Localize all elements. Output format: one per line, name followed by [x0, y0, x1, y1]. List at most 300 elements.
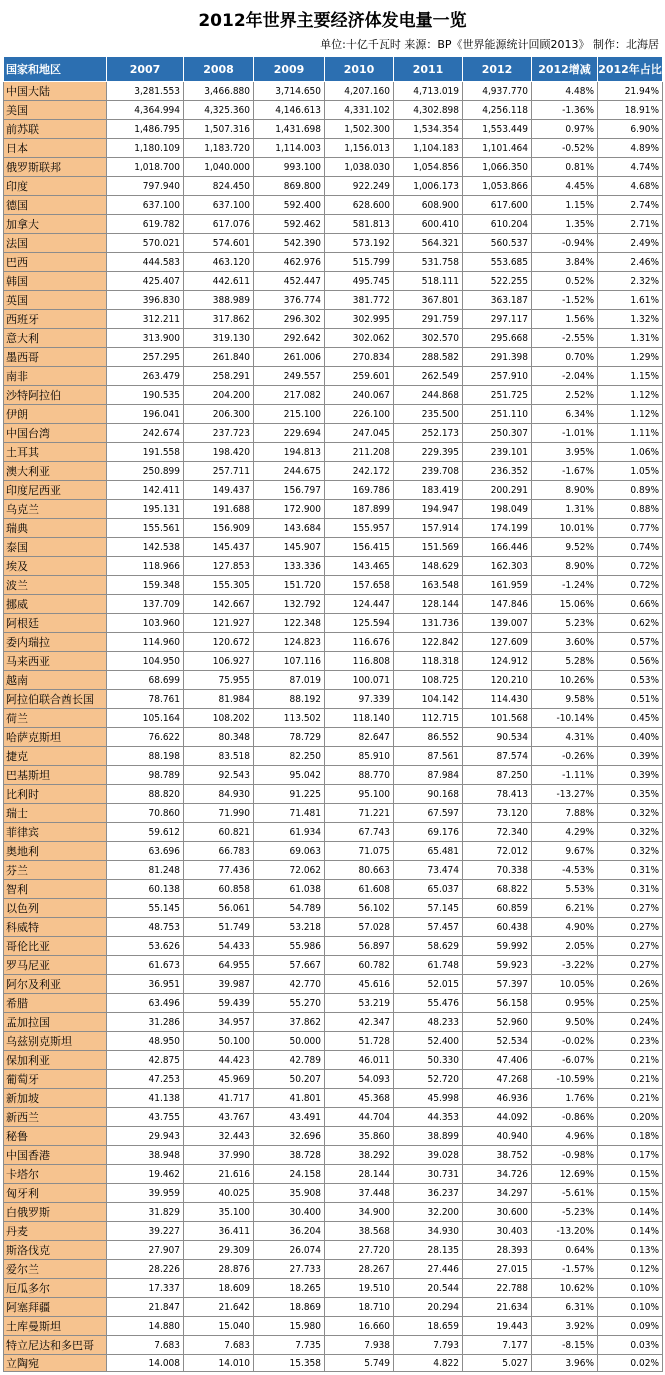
- table-cell: 147.846: [463, 595, 532, 614]
- table-cell: 38.899: [394, 1127, 463, 1146]
- table-cell: 16.660: [325, 1317, 394, 1336]
- table-row: [4, 1260, 663, 1279]
- table-cell: 155.957: [325, 519, 394, 538]
- table-row: [4, 139, 663, 158]
- table-cell: 608.900: [394, 196, 463, 215]
- table-cell: -2.55%: [532, 329, 598, 348]
- table-cell: 70.338: [463, 861, 532, 880]
- table-cell: 92.543: [184, 766, 254, 785]
- table-row: [4, 310, 663, 329]
- table-cell: 122.842: [394, 633, 463, 652]
- table-cell: 0.32%: [598, 823, 663, 842]
- table-cell: 19.443: [463, 1317, 532, 1336]
- table-cell: 0.53%: [598, 671, 663, 690]
- table-cell: 27.446: [394, 1260, 463, 1279]
- table-cell: 574.601: [184, 234, 254, 253]
- table-cell: 97.339: [325, 690, 394, 709]
- table-cell: -10.59%: [532, 1070, 598, 1089]
- table-cell: 108.725: [394, 671, 463, 690]
- table-cell: 87.019: [254, 671, 325, 690]
- table-cell: 15.06%: [532, 595, 598, 614]
- table-cell: 142.667: [184, 595, 254, 614]
- table-cell: 495.745: [325, 272, 394, 291]
- region-name-cell: 俄罗斯联邦: [4, 158, 107, 177]
- table-cell: 120.210: [463, 671, 532, 690]
- table-row: [4, 291, 663, 310]
- table-cell: 463.120: [184, 253, 254, 272]
- table-cell: 824.450: [184, 177, 254, 196]
- table-cell: 42.789: [254, 1051, 325, 1070]
- region-name-cell: 希腊: [4, 994, 107, 1013]
- table-row: [4, 481, 663, 500]
- table-row: [4, 1146, 663, 1165]
- region-name-cell: 卡塔尔: [4, 1165, 107, 1184]
- table-cell: 19.510: [325, 1279, 394, 1298]
- table-cell: 44.704: [325, 1108, 394, 1127]
- table-cell: 15.980: [254, 1317, 325, 1336]
- table-cell: -0.02%: [532, 1032, 598, 1051]
- table-cell: 5.53%: [532, 880, 598, 899]
- table-cell: 1,180.109: [107, 139, 184, 158]
- table-cell: 59.612: [107, 823, 184, 842]
- table-cell: 442.611: [184, 272, 254, 291]
- table-cell: 32.200: [394, 1203, 463, 1222]
- table-cell: -4.53%: [532, 861, 598, 880]
- table-cell: 191.688: [184, 500, 254, 519]
- table-cell: 0.70%: [532, 348, 598, 367]
- table-cell: 0.88%: [598, 500, 663, 519]
- table-cell: 261.006: [254, 348, 325, 367]
- table-row: [4, 747, 663, 766]
- table-cell: 43.767: [184, 1108, 254, 1127]
- table-cell: 1.11%: [598, 424, 663, 443]
- table-cell: 156.909: [184, 519, 254, 538]
- table-cell: 522.255: [463, 272, 532, 291]
- table-cell: 68.699: [107, 671, 184, 690]
- table-cell: 21.634: [463, 1298, 532, 1317]
- table-row: [4, 120, 663, 139]
- table-cell: 0.31%: [598, 861, 663, 880]
- table-cell: 573.192: [325, 234, 394, 253]
- column-header-region: 国家和地区: [4, 57, 107, 82]
- region-name-cell: 印度尼西亚: [4, 481, 107, 500]
- table-cell: 53.219: [325, 994, 394, 1013]
- region-name-cell: 澳大利亚: [4, 462, 107, 481]
- table-cell: 0.02%: [598, 1355, 663, 1372]
- table-cell: 78.761: [107, 690, 184, 709]
- table-cell: 258.291: [184, 367, 254, 386]
- region-name-cell: 哥伦比亚: [4, 937, 107, 956]
- table-cell: 72.012: [463, 842, 532, 861]
- table-cell: 39.987: [184, 975, 254, 994]
- region-name-cell: 巴基斯坦: [4, 766, 107, 785]
- table-cell: 291.759: [394, 310, 463, 329]
- table-cell: 69.063: [254, 842, 325, 861]
- table-cell: 0.39%: [598, 747, 663, 766]
- table-cell: 381.772: [325, 291, 394, 310]
- table-cell: 118.318: [394, 652, 463, 671]
- table-cell: 0.97%: [532, 120, 598, 139]
- table-cell: 0.24%: [598, 1013, 663, 1032]
- table-cell: 54.433: [184, 937, 254, 956]
- table-cell: 257.295: [107, 348, 184, 367]
- region-name-cell: 法国: [4, 234, 107, 253]
- table-cell: 592.400: [254, 196, 325, 215]
- table-cell: 0.39%: [598, 766, 663, 785]
- region-name-cell: 秘鲁: [4, 1127, 107, 1146]
- table-cell: 191.558: [107, 443, 184, 462]
- table-cell: 1.56%: [532, 310, 598, 329]
- table-cell: 270.834: [325, 348, 394, 367]
- region-name-cell: 印度: [4, 177, 107, 196]
- table-cell: 0.89%: [598, 481, 663, 500]
- table-cell: 4,937.770: [463, 82, 532, 101]
- table-row: [4, 424, 663, 443]
- table-cell: 10.26%: [532, 671, 598, 690]
- table-cell: 18.609: [184, 1279, 254, 1298]
- table-cell: -1.01%: [532, 424, 598, 443]
- table-cell: 82.250: [254, 747, 325, 766]
- table-cell: 239.708: [394, 462, 463, 481]
- table-cell: 35.908: [254, 1184, 325, 1203]
- table-cell: 131.736: [394, 614, 463, 633]
- table-cell: 166.446: [463, 538, 532, 557]
- table-row: [4, 500, 663, 519]
- table-cell: 242.172: [325, 462, 394, 481]
- table-cell: 44.092: [463, 1108, 532, 1127]
- table-cell: 564.321: [394, 234, 463, 253]
- table-cell: 1,104.183: [394, 139, 463, 158]
- table-row: [4, 462, 663, 481]
- table-cell: 26.074: [254, 1241, 325, 1260]
- table-cell: 76.622: [107, 728, 184, 747]
- table-cell: 60.859: [463, 899, 532, 918]
- table-cell: 1,486.795: [107, 120, 184, 139]
- table-cell: 0.27%: [598, 899, 663, 918]
- table-cell: 262.549: [394, 367, 463, 386]
- table-cell: 1,101.464: [463, 139, 532, 158]
- table-cell: 51.728: [325, 1032, 394, 1051]
- table-row: [4, 709, 663, 728]
- region-name-cell: 挪威: [4, 595, 107, 614]
- table-cell: 194.813: [254, 443, 325, 462]
- table-row: [4, 766, 663, 785]
- table-cell: 4,364.994: [107, 101, 184, 120]
- table-row: [4, 671, 663, 690]
- table-cell: 20.544: [394, 1279, 463, 1298]
- region-name-cell: 泰国: [4, 538, 107, 557]
- table-cell: 142.538: [107, 538, 184, 557]
- region-name-cell: 韩国: [4, 272, 107, 291]
- table-cell: 1,053.866: [463, 177, 532, 196]
- table-cell: 4.68%: [598, 177, 663, 196]
- table-cell: 30.731: [394, 1165, 463, 1184]
- region-name-cell: 美国: [4, 101, 107, 120]
- table-cell: 34.957: [184, 1013, 254, 1032]
- table-cell: 302.995: [325, 310, 394, 329]
- table-row: [4, 1032, 663, 1051]
- table-cell: 52.015: [394, 975, 463, 994]
- table-cell: 18.869: [254, 1298, 325, 1317]
- table-cell: 114.430: [463, 690, 532, 709]
- table-cell: 0.09%: [598, 1317, 663, 1336]
- table-cell: 9.50%: [532, 1013, 598, 1032]
- table-cell: 235.500: [394, 405, 463, 424]
- table-cell: 81.248: [107, 861, 184, 880]
- table-cell: 155.561: [107, 519, 184, 538]
- table-cell: 55.476: [394, 994, 463, 1013]
- table-cell: 0.17%: [598, 1146, 663, 1165]
- table-cell: 56.158: [463, 994, 532, 1013]
- table-cell: 0.95%: [532, 994, 598, 1013]
- table-cell: 29.309: [184, 1241, 254, 1260]
- table-cell: 237.723: [184, 424, 254, 443]
- table-cell: 250.899: [107, 462, 184, 481]
- table-cell: 45.616: [325, 975, 394, 994]
- table-cell: 71.481: [254, 804, 325, 823]
- table-cell: -1.57%: [532, 1260, 598, 1279]
- table-cell: 263.479: [107, 367, 184, 386]
- table-cell: 60.821: [184, 823, 254, 842]
- table-cell: 5.749: [325, 1355, 394, 1372]
- table-row: [4, 1298, 663, 1317]
- table-cell: 81.984: [184, 690, 254, 709]
- table-cell: 21.94%: [598, 82, 663, 101]
- table-cell: 54.789: [254, 899, 325, 918]
- table-cell: 116.808: [325, 652, 394, 671]
- table-cell: 12.69%: [532, 1165, 598, 1184]
- table-cell: 122.348: [254, 614, 325, 633]
- region-name-cell: 土库曼斯坦: [4, 1317, 107, 1336]
- table-row: [4, 614, 663, 633]
- table-cell: 259.601: [325, 367, 394, 386]
- table-cell: 63.696: [107, 842, 184, 861]
- table-cell: 159.348: [107, 576, 184, 595]
- table-cell: 0.20%: [598, 1108, 663, 1127]
- table-cell: 5.23%: [532, 614, 598, 633]
- region-name-cell: 中国大陆: [4, 82, 107, 101]
- table-cell: 47.253: [107, 1070, 184, 1089]
- region-name-cell: 爱尔兰: [4, 1260, 107, 1279]
- region-name-cell: 日本: [4, 139, 107, 158]
- table-cell: 226.100: [325, 405, 394, 424]
- table-cell: 101.568: [463, 709, 532, 728]
- region-name-cell: 乌兹别克斯坦: [4, 1032, 107, 1051]
- table-row: [4, 1089, 663, 1108]
- table-cell: 250.307: [463, 424, 532, 443]
- region-name-cell: 马来西亚: [4, 652, 107, 671]
- table-cell: 87.561: [394, 747, 463, 766]
- table-cell: 37.448: [325, 1184, 394, 1203]
- table-cell: 3.84%: [532, 253, 598, 272]
- table-cell: 592.462: [254, 215, 325, 234]
- table-cell: 43.755: [107, 1108, 184, 1127]
- region-name-cell: 以色列: [4, 899, 107, 918]
- table-cell: 143.465: [325, 557, 394, 576]
- table-cell: -10.14%: [532, 709, 598, 728]
- table-cell: 80.663: [325, 861, 394, 880]
- column-header: 2010: [325, 57, 394, 82]
- table-cell: 124.912: [463, 652, 532, 671]
- table-cell: 617.076: [184, 215, 254, 234]
- table-cell: 4,146.613: [254, 101, 325, 120]
- table-row: [4, 82, 663, 101]
- table-row: [4, 1241, 663, 1260]
- table-cell: 57.667: [254, 956, 325, 975]
- table-cell: 59.992: [463, 937, 532, 956]
- table-cell: 55.986: [254, 937, 325, 956]
- table-cell: 6.90%: [598, 120, 663, 139]
- table-cell: -0.86%: [532, 1108, 598, 1127]
- table-cell: 18.710: [325, 1298, 394, 1317]
- table-cell: 15.358: [254, 1355, 325, 1372]
- table-cell: 444.583: [107, 253, 184, 272]
- table-cell: 156.797: [254, 481, 325, 500]
- table-cell: 90.168: [394, 785, 463, 804]
- region-name-cell: 白俄罗斯: [4, 1203, 107, 1222]
- table-cell: 4.31%: [532, 728, 598, 747]
- table-cell: 73.474: [394, 861, 463, 880]
- table-cell: 2.52%: [532, 386, 598, 405]
- table-cell: 0.35%: [598, 785, 663, 804]
- table-cell: 312.211: [107, 310, 184, 329]
- region-name-cell: 乌克兰: [4, 500, 107, 519]
- table-cell: 22.788: [463, 1279, 532, 1298]
- table-cell: 0.26%: [598, 975, 663, 994]
- table-cell: 120.672: [184, 633, 254, 652]
- region-name-cell: 墨西哥: [4, 348, 107, 367]
- region-name-cell: 英国: [4, 291, 107, 310]
- table-cell: 297.117: [463, 310, 532, 329]
- table-cell: 0.21%: [598, 1089, 663, 1108]
- table-cell: 317.862: [184, 310, 254, 329]
- table-cell: 617.600: [463, 196, 532, 215]
- table-cell: 72.340: [463, 823, 532, 842]
- table-cell: 319.130: [184, 329, 254, 348]
- table-cell: 42.347: [325, 1013, 394, 1032]
- table-cell: 148.629: [394, 557, 463, 576]
- table-cell: 95.042: [254, 766, 325, 785]
- table-cell: 518.111: [394, 272, 463, 291]
- table-cell: 39.227: [107, 1222, 184, 1241]
- table-cell: 288.582: [394, 348, 463, 367]
- table-cell: 169.786: [325, 481, 394, 500]
- table-cell: 71.990: [184, 804, 254, 823]
- table-row: [4, 842, 663, 861]
- table-cell: 55.145: [107, 899, 184, 918]
- table-cell: 36.951: [107, 975, 184, 994]
- table-cell: 239.101: [463, 443, 532, 462]
- region-name-cell: 丹麦: [4, 1222, 107, 1241]
- table-cell: 240.067: [325, 386, 394, 405]
- table-cell: 198.420: [184, 443, 254, 462]
- region-name-cell: 阿根廷: [4, 614, 107, 633]
- table-cell: 71.075: [325, 842, 394, 861]
- table-cell: 0.81%: [532, 158, 598, 177]
- table-cell: 24.158: [254, 1165, 325, 1184]
- table-cell: 27.015: [463, 1260, 532, 1279]
- table-cell: 452.447: [254, 272, 325, 291]
- table-cell: 869.800: [254, 177, 325, 196]
- table-row: [4, 937, 663, 956]
- table-cell: 363.187: [463, 291, 532, 310]
- table-cell: 61.038: [254, 880, 325, 899]
- table-cell: 515.799: [325, 253, 394, 272]
- table-cell: 0.10%: [598, 1298, 663, 1317]
- table-row: [4, 329, 663, 348]
- table-cell: 145.437: [184, 538, 254, 557]
- table-cell: 2.49%: [598, 234, 663, 253]
- table-cell: 18.265: [254, 1279, 325, 1298]
- table-cell: 1.31%: [532, 500, 598, 519]
- region-name-cell: 瑞士: [4, 804, 107, 823]
- table-cell: 95.100: [325, 785, 394, 804]
- table-cell: 47.406: [463, 1051, 532, 1070]
- region-name-cell: 埃及: [4, 557, 107, 576]
- table-cell: 54.093: [325, 1070, 394, 1089]
- region-name-cell: 巴西: [4, 253, 107, 272]
- table-cell: 132.792: [254, 595, 325, 614]
- table-cell: 4,331.102: [325, 101, 394, 120]
- table-cell: -1.36%: [532, 101, 598, 120]
- table-row: [4, 1336, 663, 1355]
- table-cell: -5.23%: [532, 1203, 598, 1222]
- table-cell: 257.711: [184, 462, 254, 481]
- table-cell: 52.534: [463, 1032, 532, 1051]
- table-cell: 1,534.354: [394, 120, 463, 139]
- table-cell: 19.462: [107, 1165, 184, 1184]
- table-cell: 619.782: [107, 215, 184, 234]
- table-cell: 53.626: [107, 937, 184, 956]
- table-cell: 124.823: [254, 633, 325, 652]
- table-cell: 187.899: [325, 500, 394, 519]
- table-cell: 63.496: [107, 994, 184, 1013]
- table-cell: 1,038.030: [325, 158, 394, 177]
- table-cell: 15.040: [184, 1317, 254, 1336]
- table-cell: 88.770: [325, 766, 394, 785]
- table-cell: 30.400: [254, 1203, 325, 1222]
- region-name-cell: 智利: [4, 880, 107, 899]
- table-cell: 0.27%: [598, 918, 663, 937]
- table-cell: 85.910: [325, 747, 394, 766]
- table-cell: 48.753: [107, 918, 184, 937]
- region-name-cell: 荷兰: [4, 709, 107, 728]
- table-cell: 73.120: [463, 804, 532, 823]
- table-cell: 57.457: [394, 918, 463, 937]
- table-cell: 5.28%: [532, 652, 598, 671]
- table-cell: 77.436: [184, 861, 254, 880]
- table-cell: 797.940: [107, 177, 184, 196]
- table-cell: 47.268: [463, 1070, 532, 1089]
- table-cell: 1,431.698: [254, 120, 325, 139]
- column-header: 2009: [254, 57, 325, 82]
- table-row: [4, 956, 663, 975]
- table-cell: 41.138: [107, 1089, 184, 1108]
- table-cell: 1,156.013: [325, 139, 394, 158]
- table-cell: 38.568: [325, 1222, 394, 1241]
- table-row: [4, 1184, 663, 1203]
- table-row: [4, 899, 663, 918]
- table-cell: 0.25%: [598, 994, 663, 1013]
- table-cell: 28.144: [325, 1165, 394, 1184]
- table-cell: 155.305: [184, 576, 254, 595]
- table-cell: 531.758: [394, 253, 463, 272]
- column-header: 2008: [184, 57, 254, 82]
- table-row: [4, 576, 663, 595]
- table-cell: 37.990: [184, 1146, 254, 1165]
- table-cell: 69.176: [394, 823, 463, 842]
- table-cell: 87.984: [394, 766, 463, 785]
